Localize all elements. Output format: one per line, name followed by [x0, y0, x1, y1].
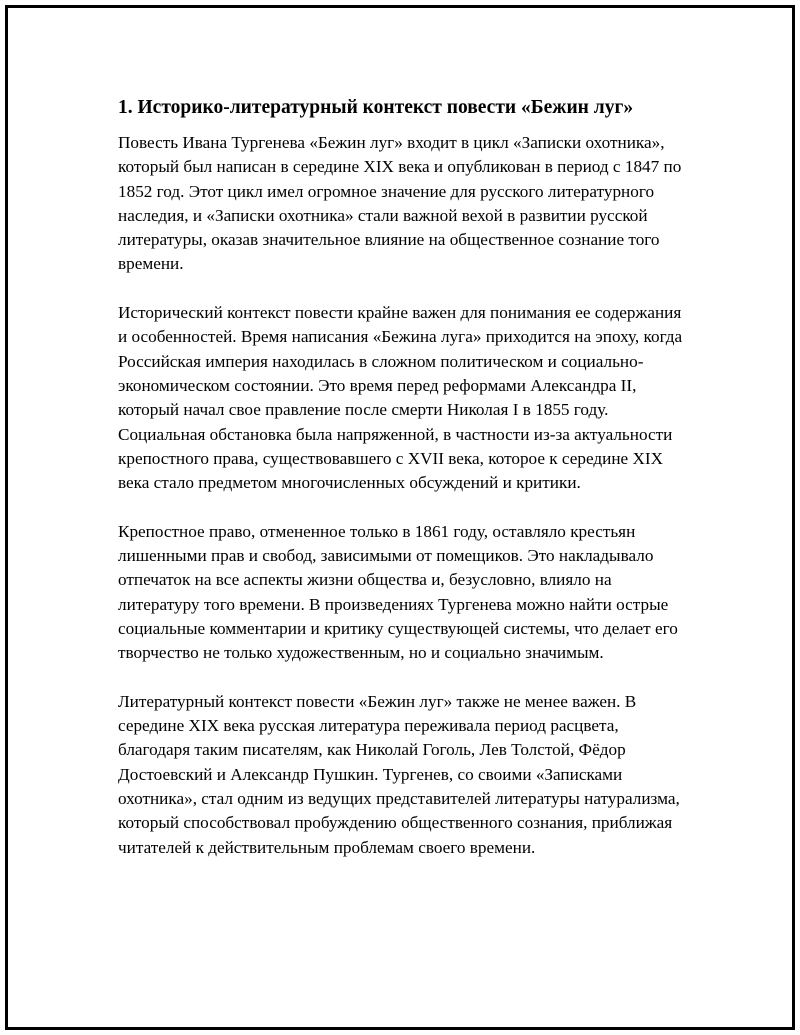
paragraph-4: Литературный контекст повести «Бежин луг» также не менее важен. В середине XIX века русская литература переживала период расцвета, благодаря таким писателям, как Николай Гоголь, Лев Толстой, Фёдор Достоевский и Александр Пушкин. Тургенев, со своими «Записками охотника», стал одним из ведущих представителей литературы натурализма, который способствовал пробуждению общественного сознания, приближая читателей к действительным проблемам своего времени. [118, 691, 680, 857]
section-heading: 1. Историко-литературный контекст повести «Бежин луг» [118, 97, 634, 118]
paragraph-1: Повесть Ивана Тургенева «Бежин луг» входит в цикл «Записки охотника», который был написан в середине XIX века и опубликован в период с 1847 по 1852 год. Этот цикл имел огромное значение для русского литературного наследия, и «Записки охотника» стали важной вехой в развитии русской литературы, оказав значительное влияние на общественное сознание того времени. [118, 133, 682, 274]
paragraph-2: Исторический контекст повести крайне важен для понимания ее содержания и особенностей. Время написания «Бежина луга» приходится на эпоху, когда Российская империя находилась в сложном политическом и социально-экономическом состоянии. Это время перед реформами Александра II, который начал свое правление после смерти Николая I в 1855 году. Социальная обстановка была напряженной, в частности из-за актуальности крепостного права, существовавшего с XVII века, которое к середине XIX века стало предметом многочисленных обсуждений и критики. [118, 303, 683, 493]
paragraph-3: Крепостное право, отмененное только в 1861 году, оставляло крестьян лишенными прав и свобод, зависимыми от помещиков. Это накладывало отпечаток на все аспекты жизни общества и, безусловно, влияло на литературу того времени. В произведениях Тургенева можно найти острые социальные комментарии и критику существующей системы, что делает его творчество не только художественным, но и социально значимым. [118, 521, 678, 663]
document-body [118, 95, 688, 860]
